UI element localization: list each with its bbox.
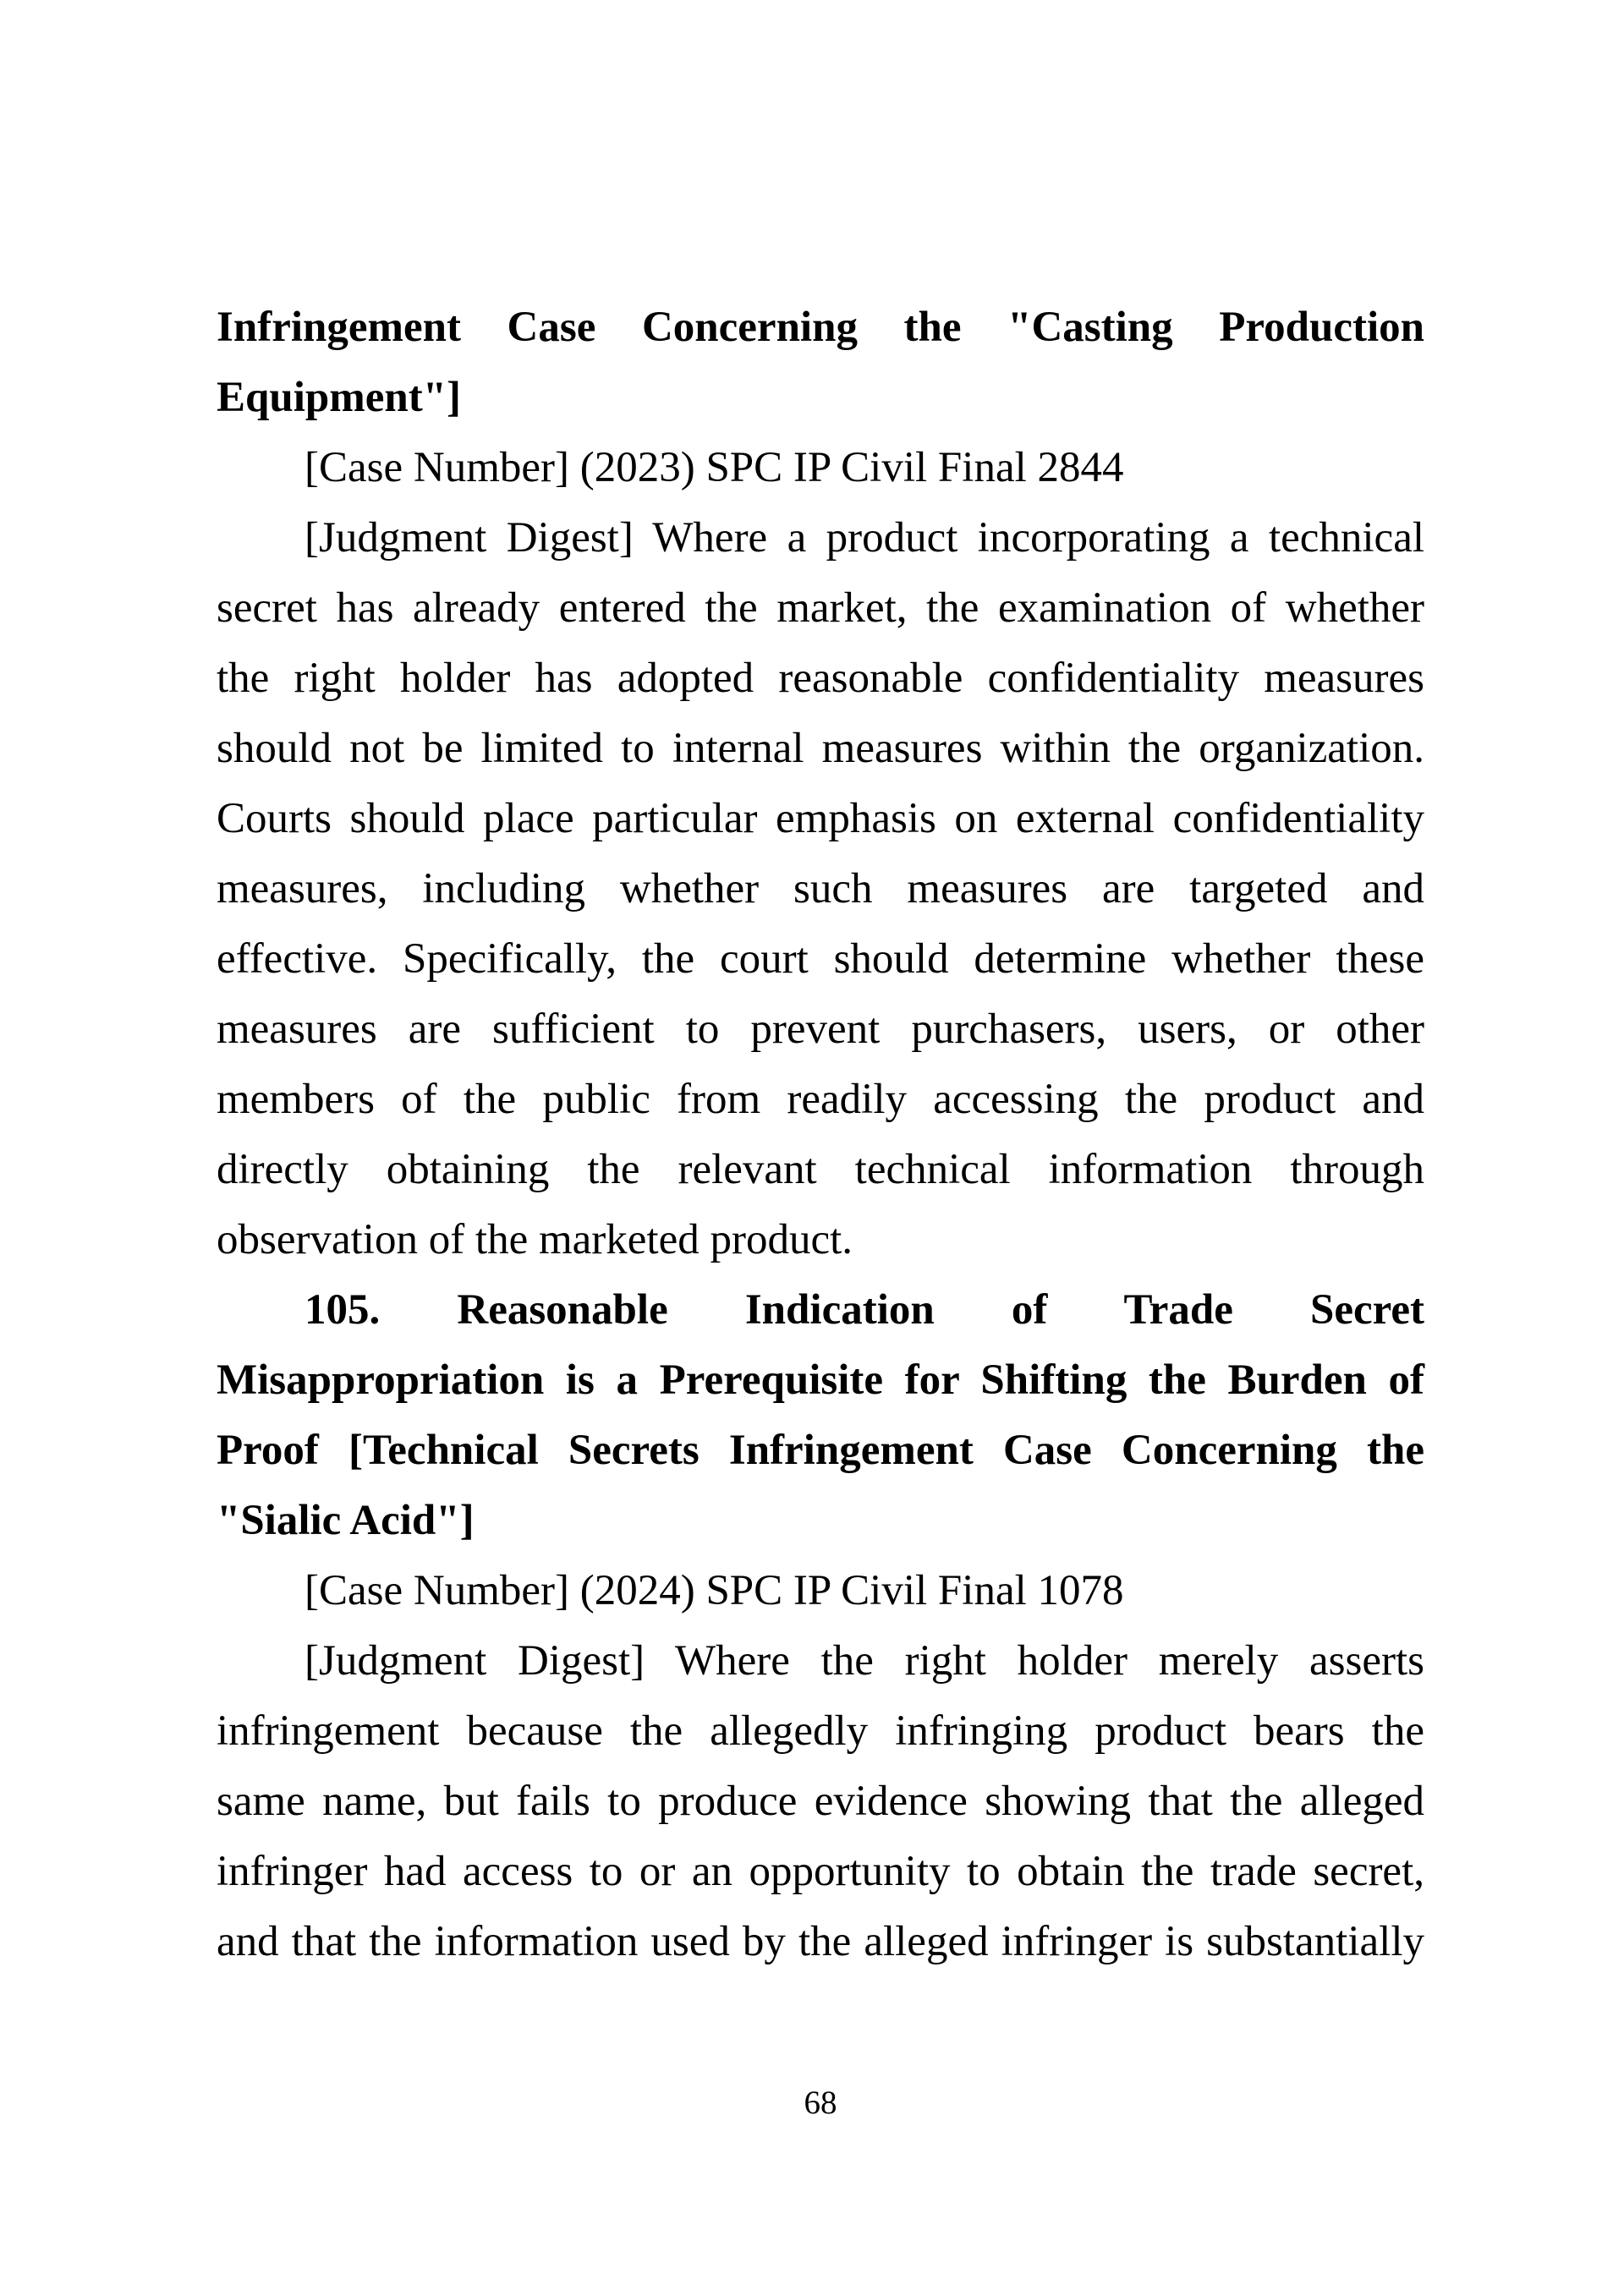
heading-line: Misappropriation is a Prerequisite for Shifting the Burden of [217,1356,1424,1404]
body-line: infringer had access to or an opportunity to obtain the trade secret, [217,1848,1424,1895]
heading-line: Infringement Case Concerning the "Casting Production [217,304,1424,351]
heading-line: 105. Reasonable Indication of Trade Secret [304,1286,1424,1334]
body-line: infringement because the allegedly infringing product bears the [217,1707,1424,1755]
body-line: [Case Number] (2024) SPC IP Civil Final 1078 [304,1567,1124,1614]
body-line: members of the public from readily accessing the product and [217,1076,1424,1123]
body-line: Courts should place particular emphasis on external confidentiality [217,795,1424,842]
body-line: directly obtaining the relevant technical information through [217,1146,1424,1193]
body-line: measures, including whether such measures are targeted and [217,865,1424,912]
body-line: [Judgment Digest] Where a product incorporating a technical [304,514,1424,562]
body-line: effective. Specifically, the court should determine whether these [217,935,1424,983]
body-line: the right holder has adopted reasonable confidentiality measures [217,655,1424,702]
body-line: should not be limited to internal measures within the organization. [217,725,1424,772]
body-line: measures are sufficient to prevent purchasers, users, or other [217,1006,1424,1053]
body-line: same name, but fails to produce evidence showing that the alleged [217,1778,1424,1825]
text-block [217,293,1424,1977]
body-line: secret has already entered the market, the examination of whether [217,584,1424,632]
body-line: [Judgment Digest] Where the right holder merely asserts [304,1637,1424,1685]
heading-line: "Sialic Acid"] [217,1497,475,1544]
body-line: observation of the marketed product. [217,1216,853,1263]
page-number: 68 [804,2085,837,2121]
heading-line: Proof [Technical Secrets Infringement Case Concerning the [217,1427,1424,1474]
body-line: [Case Number] (2023) SPC IP Civil Final 2844 [304,444,1124,491]
heading-line: Equipment"] [217,374,462,421]
body-line: and that the information used by the alleged infringer is substantially [217,1918,1424,1965]
